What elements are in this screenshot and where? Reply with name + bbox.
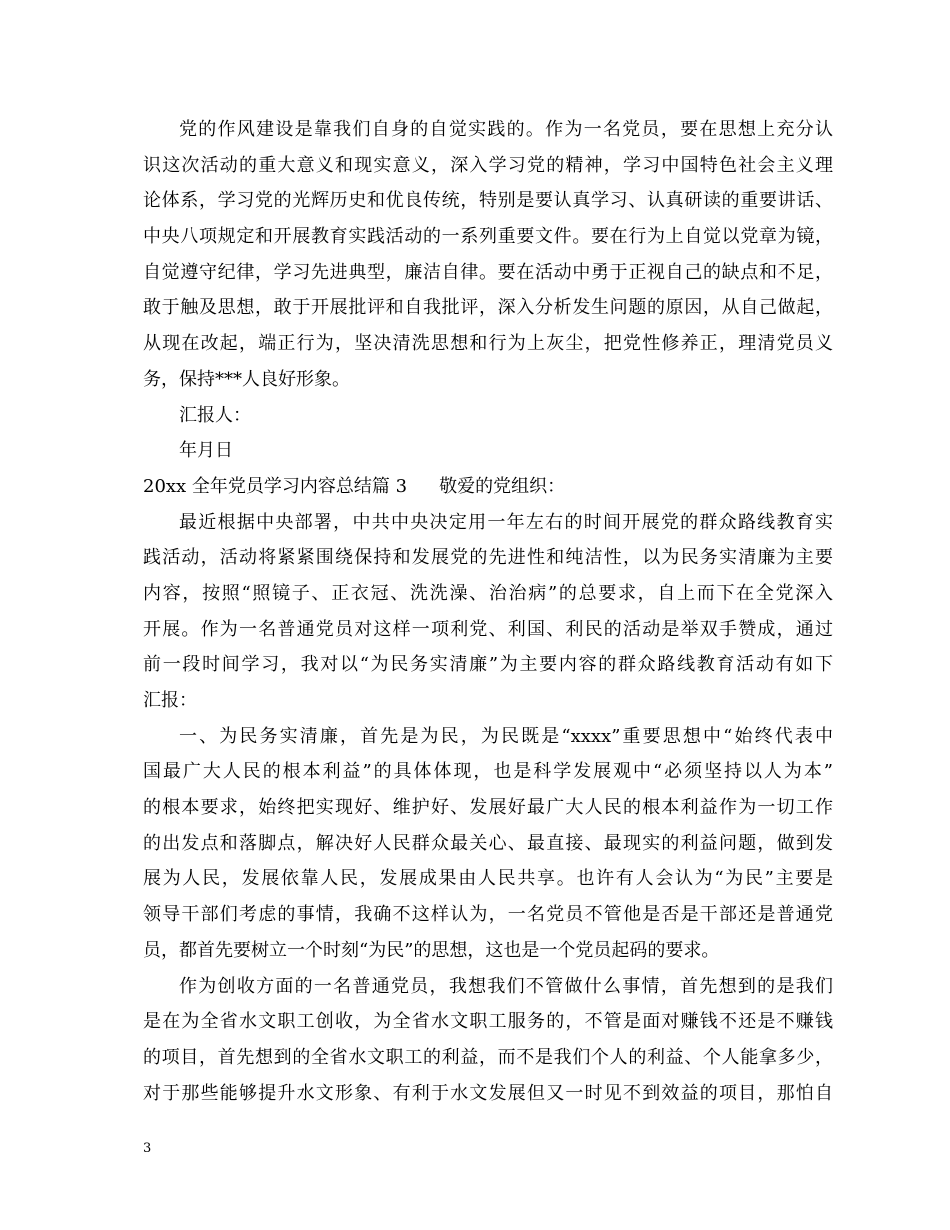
paragraph-line: 自觉遵守纪律，学习先进典型，廉洁自律。要在活动中勇于正视自己的缺点和不足， bbox=[143, 261, 833, 283]
paragraph-line: 内容，按照“照镜子、正衣冠、洗洗澡、治治病”的总要求，自上而下在全党深入 bbox=[143, 582, 833, 604]
section-title: 20xx 全年党员学习内容总结篇 3 bbox=[143, 475, 408, 497]
paragraph-line: 对于那些能够提升水文形象、有利于水文发展但又一时见不到效益的项目，那怕自 bbox=[143, 1082, 833, 1104]
paragraph-line: 的出发点和落脚点，解决好人民群众最关心、最直接、最现实的利益问题，做到发 bbox=[143, 832, 833, 854]
document-body bbox=[143, 112, 833, 1111]
paragraph-line: 践活动，活动将紧紧围绕保持和发展党的先进性和纯洁性，以为民务实清廉为主要 bbox=[143, 547, 833, 569]
paragraph-line: 的根本要求，始终把实现好、维护好、发展好最广大人民的根本利益作为一切工作 bbox=[143, 797, 833, 819]
paragraph-line: 前一段时间学习，我对以“为民务实清廉”为主要内容的群众路线教育活动有如下 bbox=[143, 654, 833, 676]
paragraph-line: 中央八项规定和开展教育实践活动的一系列重要文件。要在行为上自觉以党章为镜， bbox=[143, 226, 833, 248]
paragraph-line: 的项目，首先想到的全省水文职工的利益，而不是我们个人的利益、个人能拿多少， bbox=[143, 1046, 833, 1068]
paragraph-line: 作为创收方面的一名普通党员，我想我们不管做什么事情，首先想到的是我们 bbox=[179, 975, 833, 997]
paragraph-line: 论体系，学习党的光辉历史和优良传统，特别是要认真学习、认真研读的重要讲话、 bbox=[143, 190, 833, 212]
paragraph-line: 展为人民，发展依靠人民，发展成果由人民共享。也许有人会认为“为民”主要是 bbox=[143, 868, 833, 890]
date-label: 年月日 bbox=[179, 440, 233, 462]
paragraph-line: 是在为全省水文职工创收，为全省水文职工服务的，不管是面对赚钱不还是不赚钱 bbox=[143, 1011, 833, 1033]
paragraph-line: 汇报： bbox=[143, 690, 197, 711]
paragraph-line: 党的作风建设是靠我们自身的自觉实践的。作为一名党员，要在思想上充分认 bbox=[179, 119, 833, 140]
paragraph-line: 开展。作为一名普通党员对这样一项利党、利国、利民的活动是举双手赞成，通过 bbox=[143, 618, 833, 640]
paragraph-line: 领导干部们考虑的事情，我确不这样认为，一名党员不管他是否是干部还是普通党 bbox=[143, 904, 833, 926]
paragraph-line: 员，都首先要树立一个时刻“为民”的思想，这也是一个党员起码的要求。 bbox=[143, 939, 720, 961]
paragraph-line: 从现在改起，端正行为，坚决清洗思想和行为上灰尘，把党性修养正，理清党员义 bbox=[143, 333, 833, 355]
page-number: 3 bbox=[143, 1141, 152, 1156]
paragraph-line: 国最广大人民的根本利益”的具体体现，也是科学发展观中“必须坚持以人为本” bbox=[143, 761, 833, 783]
salutation: 敬爱的党组织： bbox=[439, 475, 566, 497]
paragraph-line: 最近根据中央部署，中共中央决定用一年左右的时间开展党的群众路线教育实 bbox=[179, 511, 833, 533]
section-heading bbox=[143, 469, 833, 505]
paragraph-line: 务，保持***人良好形象。 bbox=[143, 368, 350, 390]
paragraph-line: 敢于触及思想，敢于开展批评和自我批评，深入分析发生问题的原因，从自己做起， bbox=[143, 297, 833, 319]
paragraph-line: 一、为民务实清廉，首先是为民，为民既是“xxxx”重要思想中“始终代表中 bbox=[179, 725, 833, 747]
reporter-label: 汇报人： bbox=[179, 404, 251, 426]
paragraph-line: 识这次活动的重大意义和现实意义，深入学习党的精神，学习中国特色社会主义理 bbox=[143, 154, 833, 176]
